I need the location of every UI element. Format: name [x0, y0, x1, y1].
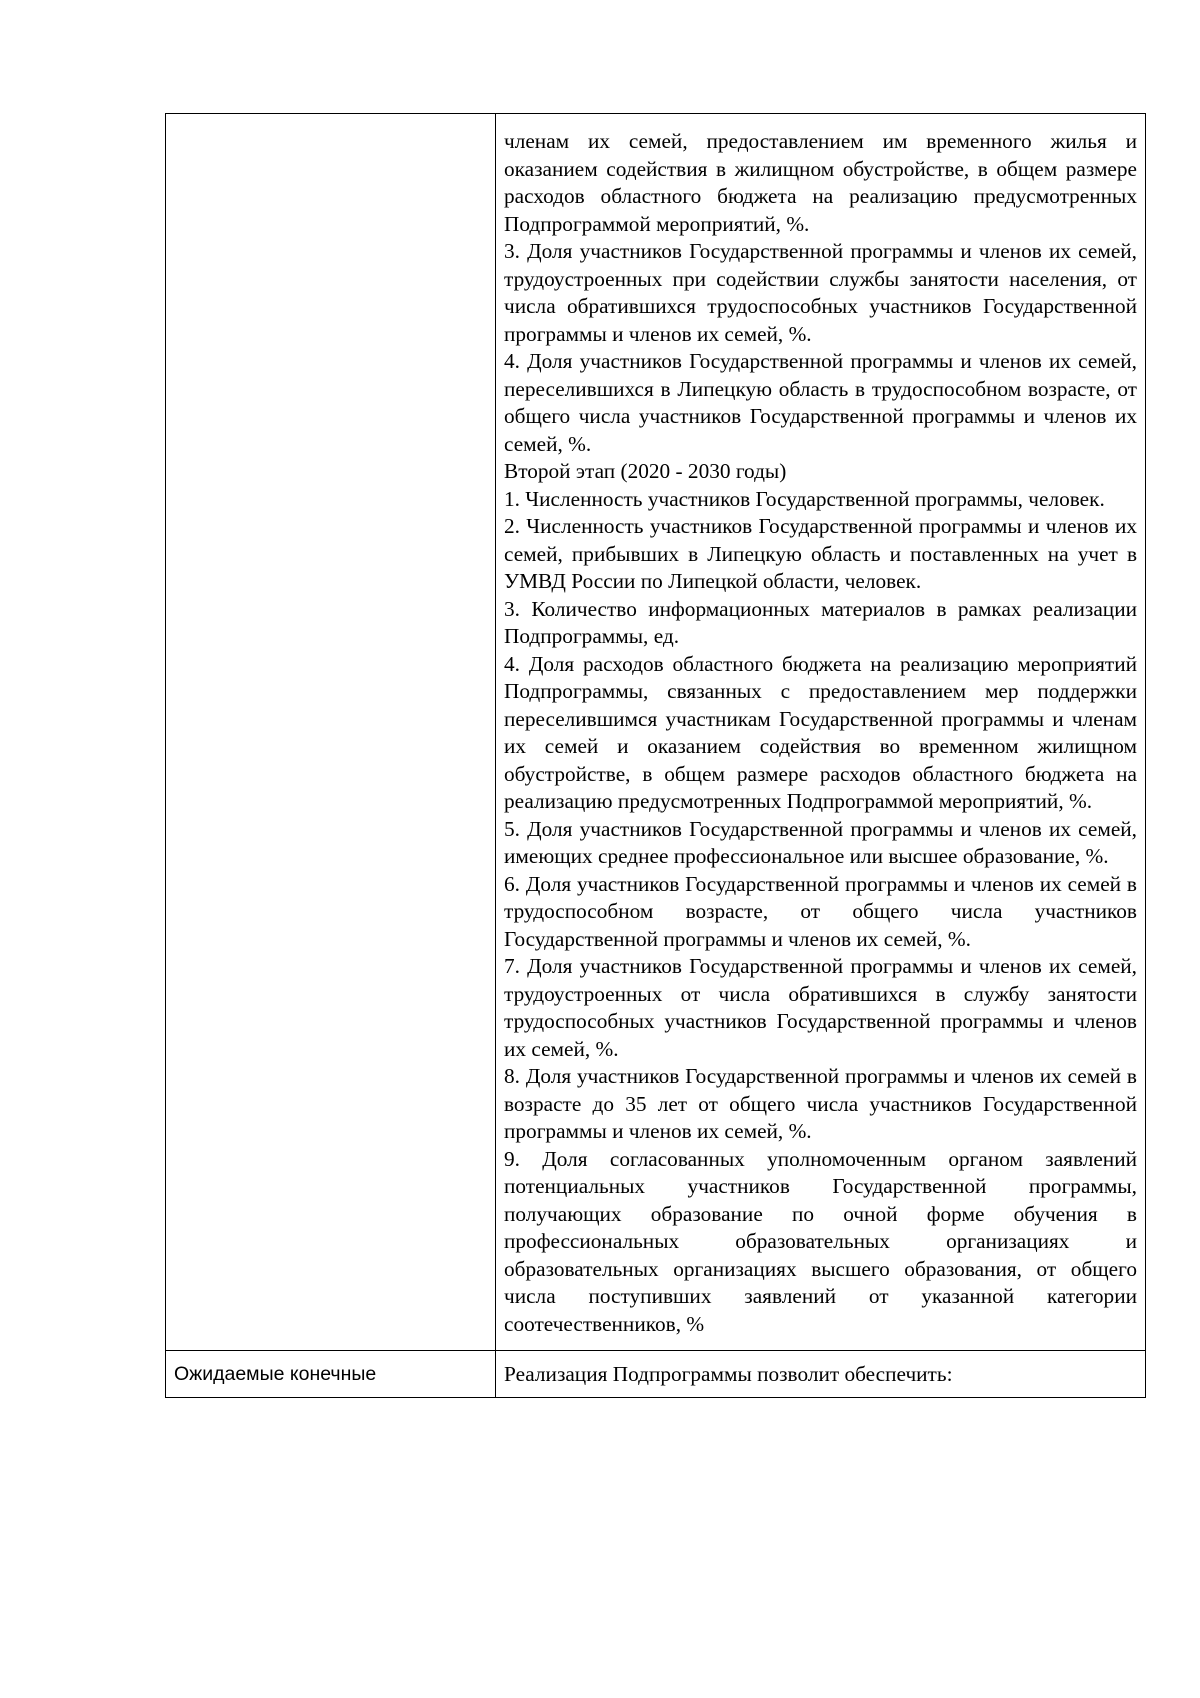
indicators-list [496, 114, 1145, 1350]
indicator-paragraph: 8. Доля участников Государственной программы и членов их семей в возрасте до 35 лет от общего числа участников Государственной программы и членов их семей, %. [504, 1064, 1137, 1143]
expected-results-text: Реализация Подпрограммы позволит обеспечить: [504, 1362, 953, 1386]
program-passport-table [165, 113, 1146, 1398]
table-cell-content [496, 114, 1146, 1351]
indicator-paragraph: 2. Численность участников Государственной программы и членов их семей, прибывших в Липецкую область и поставленных на учет в УМВД России по Липецкой области, человек. [504, 514, 1137, 593]
indicator-paragraph: 5. Доля участников Государственной программы и членов их семей, имеющих среднее профессиональное или высшее образование, %. [504, 816, 1137, 868]
table-row [166, 1351, 1146, 1398]
table-cell-label [166, 1351, 496, 1398]
indicator-paragraph: 7. Доля участников Государственной программы и членов их семей, трудоустроенных от числа обратившихся в службу занятости трудоспособных участников Государственной программы и членов их семей, %. [504, 954, 1137, 1061]
indicator-paragraph: 1. Численность участников Государственной программы, человек. [504, 486, 1105, 511]
indicator-paragraph: 6. Доля участников Государственной программы и членов их семей в трудоспособном возрасте, от общего числа участников Государственной программы и членов их семей, %. [504, 871, 1137, 951]
row-label-expected-results: Ожидаемые конечные [174, 1363, 377, 1385]
indicator-paragraph: членам их семей, предоставлением им временного жилья и оказанием содействия в жилищном обустройстве, в общем размере расходов областного бюджета на реализацию предусмотренных Подпрограммой мероприятий, %. [504, 129, 1137, 236]
table-row [166, 114, 1146, 1351]
table-cell-content [496, 1351, 1146, 1398]
indicator-paragraph: 3. Доля участников Государственной программы и членов их семей, трудоустроенных при содействии службы занятости населения, от числа обратившихся трудоспособных участников Государственной программы и членов их семей, %. [504, 239, 1137, 346]
table-cell-label [166, 114, 496, 1351]
indicator-paragraph: 3. Количество информационных материалов в рамках реализации Подпрограммы, ед. [504, 596, 1137, 648]
row-label [166, 114, 495, 132]
stage-heading: Второй этап (2020 - 2030 годы) [504, 459, 787, 483]
indicator-paragraph: 4. Доля участников Государственной программы и членов их семей, переселившихся в Липецкую область в трудоспособном возрасте, от общего числа участников Государственной программы и членов их семей, %. [504, 349, 1137, 456]
indicator-paragraph: 4. Доля расходов областного бюджета на реализацию мероприятий Подпрограммы, связанных с предоставлением мер поддержки переселившимся участникам Государственной программы и членам их семей и оказанием содействия во временном жилищном обустройстве, в общем размере расходов областного бюджета на реализацию предусмотренных Подпрограммой мероприятий, %. [504, 651, 1137, 813]
indicator-paragraph: 9. Доля согласованных уполномоченным органом заявлений потенциальных участников Государственной программы, получающих образование по очной форме обучения в профессиональных образовательных организациях и образовательных организациях высшего образования, от общего числа поступивших заявлений от указанной категории соотечественников, % [504, 1146, 1137, 1336]
